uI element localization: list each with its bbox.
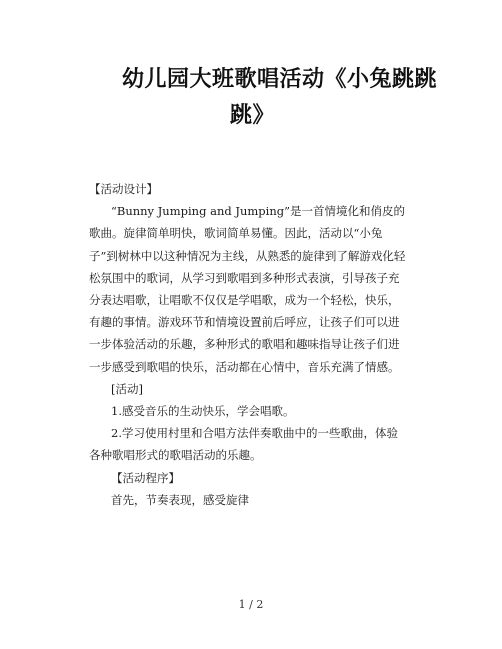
goal-item-1: 1.感受音乐的生动快乐，学会唱歌。 [111,404,295,419]
document-body [89,178,409,511]
procedure-step-1: 首先，节奏表现，感受旋律 [111,492,249,507]
section-heading-design: 【活动设计】 [89,182,158,196]
page-number: 1 / 2 [238,598,264,611]
section-heading-procedure: 【活动程序】 [111,470,180,485]
goal-item-2: 2.学习使用村里和合唱方法伴奏歌曲中的一些歌曲，体验各种歌唱形式的歌唱活动的乐趣。 [89,426,398,463]
paragraph-design: “Bunny Jumping and Jumping”是一首情境化和俏皮的歌曲。旋律简单明快，歌词简单易懂。因此，活动以“小兔子”到树林中以这种情况为主线，从熟悉的旋律到了解游戏化轻松氛围中的歌词，从学习到歌唱到多种形式表演，引导孩子充分表达唱歌，让唱歌不仅仅是学唱歌，成为一个轻松，快乐，有趣的事情。游戏环节和情境设置前后呼应，让孩子们可以进一步体验活动的乐趣，多种形式的歌唱和趣味指导让孩子们进一步感受到歌唱的快乐，活动都在心情中，音乐充满了情感。 [89,204,406,374]
section-heading-activity: [活动] [111,381,143,396]
document-title-line-1: 幼儿园大班歌唱活动《小兔跳跳 [122,67,438,92]
document-title-line-2: 跳》 [230,103,276,128]
